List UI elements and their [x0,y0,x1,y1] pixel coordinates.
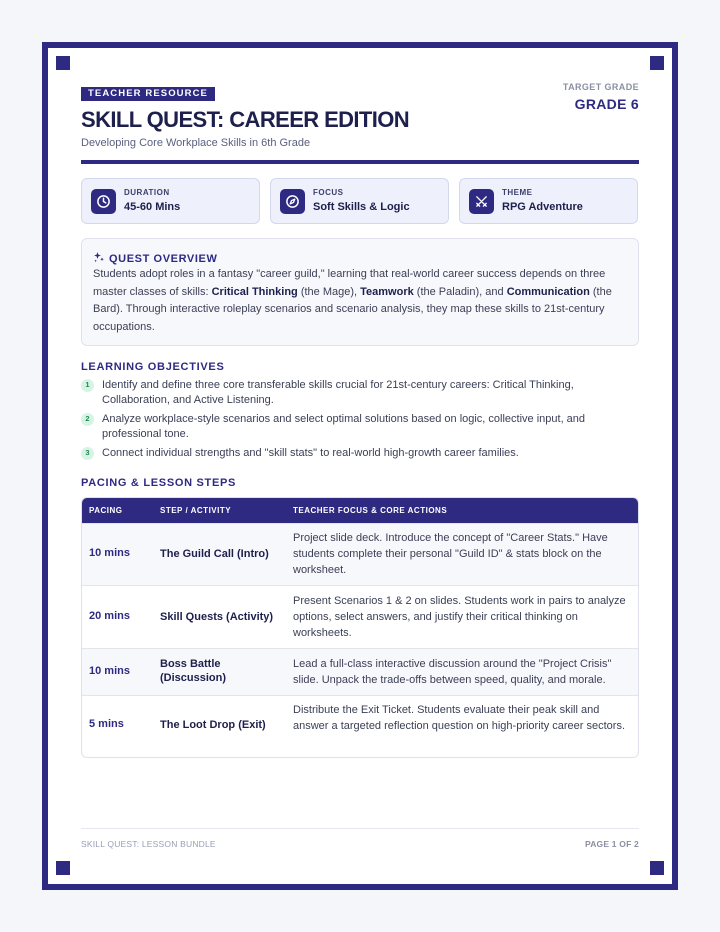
objectives-list [81,378,639,466]
corner-ornament [650,861,664,875]
grade-value: GRADE 6 [574,96,639,112]
focus-card [270,178,449,224]
pacing-table [81,497,639,758]
table-row [82,585,638,648]
pacing-heading: PACING & LESSON STEPS [81,477,237,489]
card-value: 45-60 Mins [124,201,181,213]
focus-cell: Present Scenarios 1 & 2 on slides. Students work in pairs to analyze options, select answers, and justify their critical thinking on worksheets. [293,595,626,639]
theme-card [459,178,638,224]
pacing-cell: 20 mins [89,610,130,622]
page-number: PAGE 1 OF 2 [584,839,639,849]
objective-text: Identify and define three core transferable skills crucial for 21st-century careers: Critical Thinking, Collaboration, and Active Listening. [102,379,574,406]
objective-number: 2 [81,413,94,426]
skill-teamwork: Teamwork [360,285,414,298]
column-header: TEACHER FOCUS & CORE ACTIONS [293,506,448,515]
page-border [42,42,678,890]
skill-critical-thinking: Critical Thinking [211,285,298,298]
card-label: DURATION [124,188,170,197]
step-cell: The Loot Drop (Exit) [160,719,266,731]
step-cell: Boss Battle (Discussion) [160,658,227,684]
pacing-cell: 10 mins [89,547,130,559]
table-row [82,648,638,695]
focus-cell: Project slide deck. Introduce the concept of "Career Stats." Have students complete their personal "Guild ID" & stats block on the worksheet. [293,532,608,576]
pacing-cell: 5 mins [89,718,124,730]
objective-text: Connect individual strengths and "skill stats" to real-world high-growth career families. [102,447,519,459]
page-title: SKILL QUEST: CAREER EDITION [81,107,410,132]
card-value: Soft Skills & Logic [313,201,410,213]
footer-divider [81,828,639,829]
card-label: THEME [502,188,533,197]
column-header: STEP / ACTIVITY [160,506,232,515]
corner-ornament [650,56,664,70]
info-cards [81,178,639,224]
overview-title: QUEST OVERVIEW [109,253,218,265]
footer-title: SKILL QUEST: LESSON BUNDLE [81,839,216,849]
corner-ornament [56,56,70,70]
objective-number: 1 [81,379,94,392]
corner-ornament [56,861,70,875]
quest-overview-box [81,238,639,346]
table-body [82,523,638,757]
objective-item [81,446,639,461]
objective-number: 3 [81,447,94,460]
overview-text: Students adopt roles in a fantasy "career guild," learning that real-world career success depends on three master classes of skills: Critical Thinking (the Mage), Teamwork (the Paladin), and Communication (the Bard). Through interactive roleplay scenarios and scenario analysis, they map these skills to 21st-century occupations. [93,268,612,333]
duration-card [81,178,260,224]
step-cell: Skill Quests (Activity) [160,611,274,623]
page-subtitle: Developing Core Workplace Skills in 6th Grade [81,137,311,149]
compass-icon [280,189,305,214]
objective-text: Analyze workplace-style scenarios and select optimal solutions based on logic, collective input, and professional tone. [102,413,586,440]
column-header: PACING [89,506,123,515]
skill-communication: Communication [506,285,590,298]
focus-cell: Distribute the Exit Ticket. Students evaluate their peak skill and answer a targeted reflection question on high-priority career sectors. [293,704,626,732]
objective-item [81,378,639,407]
table-header [82,498,638,523]
table-row [82,695,638,757]
pacing-cell: 10 mins [89,665,130,677]
card-label: FOCUS [313,188,344,197]
header-divider [81,160,639,164]
grade-label: TARGET GRADE [562,82,639,92]
focus-cell: Lead a full-class interactive discussion around the "Project Crisis" slide. Unpack the trade-offs between speed, quality, and morale. [293,658,612,686]
card-value: RPG Adventure [502,201,583,213]
objective-item [81,412,639,441]
resource-badge: TEACHER RESOURCE [81,87,215,101]
objectives-heading: LEARNING OBJECTIVES [81,361,225,373]
clock-icon [91,189,116,214]
crossed-swords-icon [469,189,494,214]
step-cell: The Guild Call (Intro) [160,548,269,560]
table-row [82,523,638,585]
